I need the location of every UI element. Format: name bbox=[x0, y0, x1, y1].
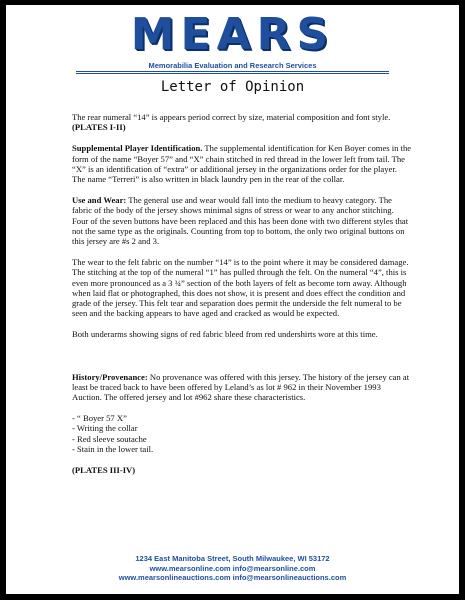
footer bbox=[6, 554, 459, 583]
paragraph-underarms bbox=[72, 329, 412, 339]
paragraph-text: The wear to the felt fabric on the number “14” is to the point where it may be considered damage. The stitching at the top of the numeral “1” has pulled through the felt. On the numeral “4”, this is even more pronounced as a 3 ¾” section of the both layers of felt as become torn away. Although when laid flat or photographed, this does not show, it is present and does effect the condition and grade of the jersey. This felt tear and separation does permit the underside the felt numeral to be seen and the backing appears to have aged and cracked as would be expected. bbox=[72, 257, 409, 319]
list-item: - “ Boyer 57 X” bbox=[72, 413, 127, 424]
footer-contact-line: www.mearsonline.com info@mearsonline.com bbox=[149, 563, 316, 573]
footer-contact-line: www.mearsonlineauctions.com info@mearsonlineauctions.com bbox=[118, 573, 347, 582]
mears-logo: MEARS bbox=[130, 9, 335, 60]
paragraph-provenance bbox=[72, 372, 412, 403]
letter-page bbox=[6, 5, 459, 594]
paragraph-text: No provenance was offered with this jersey. The history of the jersey can at least be traced back to have been offered by Leland’s as lot # 962 in their November 1993 Auction. The offered jersey and lot #962 share these characteristics. bbox=[72, 371, 410, 403]
header-rule bbox=[76, 73, 389, 74]
plate-reference: (PLATES I-II) bbox=[72, 122, 126, 133]
footer-address: 1234 East Manitoba Street, South Milwaukee, WI 53172 bbox=[135, 554, 330, 563]
list-item: - Stain in the lower tail. bbox=[72, 443, 154, 454]
list-item: - Red sleeve soutache bbox=[72, 433, 147, 444]
plate-reference-paragraph bbox=[72, 465, 412, 475]
paragraph-use-wear bbox=[72, 195, 412, 246]
plate-reference: (PLATES III-IV) bbox=[72, 465, 136, 476]
section-heading: Supplemental Player Identification. bbox=[72, 143, 203, 154]
paragraph-text: The general use and wear would fall into the medium to heavy category. The fabric of the body of the jersey shows minimal signs of stress or wear to any anchor stitching. Four of the seven buttons have been replaced and this has been done with two different styles that not the same type as the originals. Counting from top to bottom, the only two original buttons on this jersey are #s 2 and 3. bbox=[72, 195, 409, 247]
paragraph-player-id bbox=[72, 143, 412, 184]
paragraph-text: The supplemental identification for Ken Boyer comes in the form of the name “Boyer 57” and “X” chain stitched in red thread in the lower left from tail. The “X” is an identification of “extra” or additional jersey in the organizations order for the player. The name “Terreri” is also written in black laundry pen in the rear of the collar. bbox=[72, 143, 412, 185]
document-title: Letter of Opinion bbox=[160, 79, 305, 95]
section-heading: History/Provenance: bbox=[72, 371, 148, 382]
paragraph-numeral bbox=[72, 112, 412, 132]
paragraph-text: The rear numeral “14” is appears period correct by size, material composition and font style. bbox=[72, 112, 391, 122]
characteristics-list bbox=[72, 413, 412, 454]
paragraph-felt-wear bbox=[72, 257, 412, 318]
logo-subtitle: Memorabilia Evaluation and Research Services bbox=[148, 61, 317, 70]
header-rule bbox=[76, 71, 389, 72]
list-item: - Writing the collar bbox=[72, 423, 138, 434]
section-heading: Use and Wear: bbox=[72, 195, 127, 206]
letter-body bbox=[72, 112, 412, 486]
paragraph-text: Both underarms showing signs of red fabric bleed from red undershirts wore at this time. bbox=[72, 329, 378, 340]
